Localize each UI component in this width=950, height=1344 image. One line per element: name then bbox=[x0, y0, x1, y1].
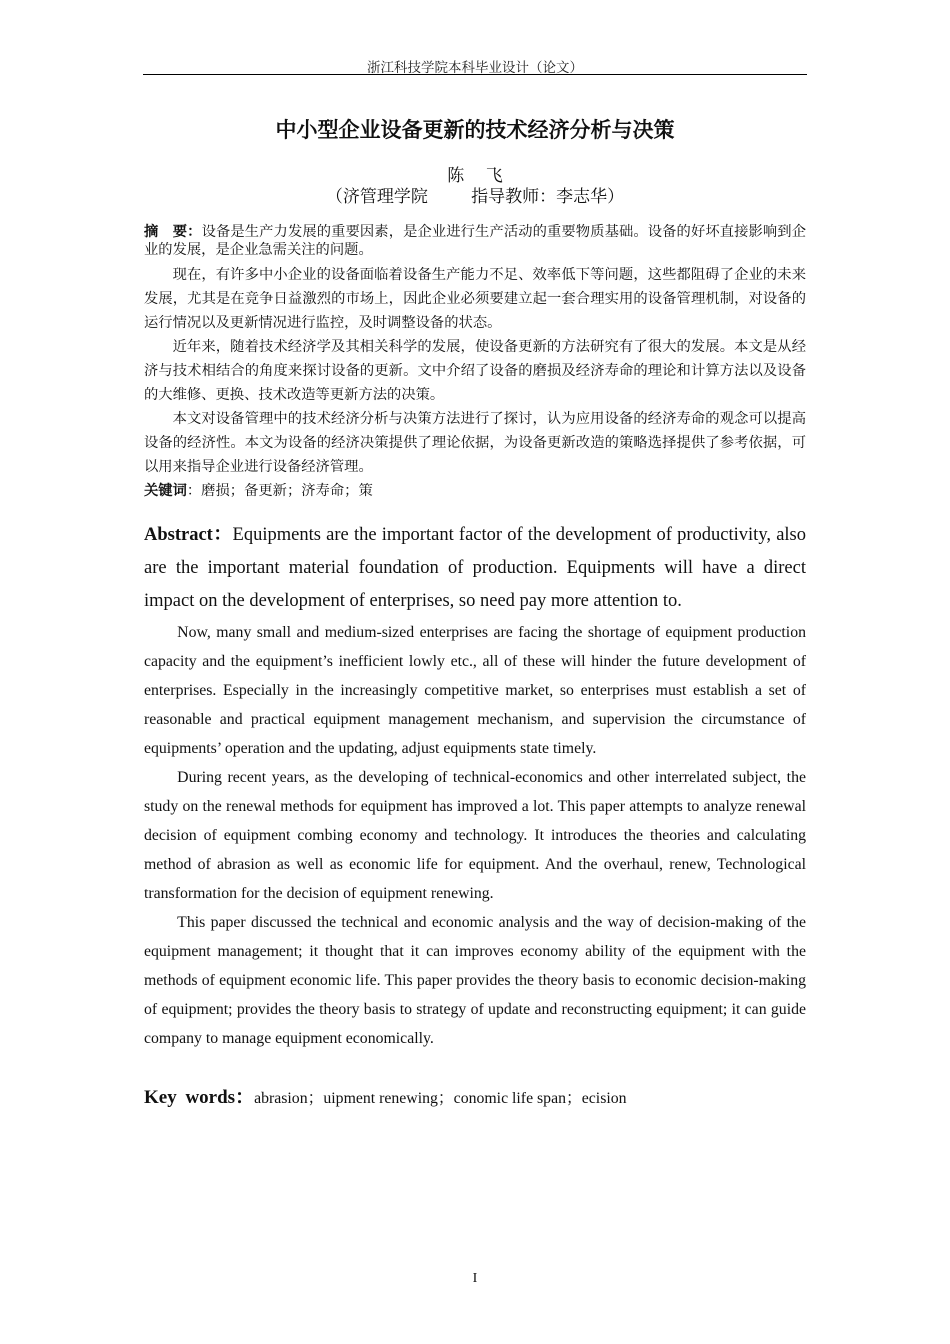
paper-title: 中小型企业设备更新的技术经济分析与决策 bbox=[275, 118, 675, 142]
author-affiliation: （济管理学院 指导教师：李志华） bbox=[325, 187, 625, 207]
header-rule bbox=[143, 74, 807, 75]
english-abstract-body bbox=[144, 618, 806, 1053]
abstract-en-label: Abstract： bbox=[144, 525, 233, 545]
running-header: 浙江科技学院本科毕业设计（论文） bbox=[367, 60, 583, 76]
keywords-cn-text: ：磨损；备更新；济寿命；策 bbox=[186, 483, 373, 499]
page-number: I bbox=[472, 1271, 478, 1286]
author-name: 陈 飞 bbox=[447, 166, 503, 186]
abstract-en-paragraph: This paper discussed the technical and economic analysis and the way of decision-making of the equipment management; it thought that it can improves economy ability of the equipment with the methods of equipment economic life. This paper provides the theory basis to economic decision-making of equipment; provides the theory basis to strategy of update and reconstructing equipment; it can guide company to manage equipment economically. bbox=[144, 914, 806, 1047]
abstract-cn-paragraph bbox=[144, 223, 806, 259]
keywords-cn-label: 关键词 bbox=[144, 483, 187, 499]
abstract-cn-paragraph: 本文对设备管理中的技术经济分析与决策方法进行了探讨，认为应用设备的经济寿命的观念可以提高设备的经济性。本文为设备的经济决策提供了理论依据，为设备更新改造的策略选择提供了参考依据，可以用来指导企业进行设备经济管理。 bbox=[144, 411, 806, 475]
keywords-cn bbox=[144, 479, 806, 503]
keywords-en bbox=[144, 1084, 806, 1113]
abstract-cn-label: 摘 要： bbox=[144, 224, 202, 240]
abstract-cn-paragraph: 近年来，随着技术经济学及其相关科学的发展，使设备更新的方法研究有了很大的发展。本文是从经济与技术相结合的角度来探讨设备的更新。文中介绍了设备的磨损及经济寿命的理论和计算方法以及设备的大维修、更换、技术改造等更新方法的决策。 bbox=[144, 339, 806, 403]
abstract-cn-text: 设备是生产力发展的重要因素，是企业进行生产活动的重要物质基础。设备的好坏直接影响到企业的发展，是企业急需关注的问题。 bbox=[144, 224, 806, 258]
abstract-en-paragraph: During recent years, as the developing of technical-economics and other interrelated subject, the study on the renewal methods for equipment has improved a lot. This paper attempts to analyze renewal decision of equipment combing economy and technology. It introduces the theories and calculating method of abrasion as well as economic life for equipment. And the overhaul, renew, Technological transformation for the decision of equipment renewing. bbox=[144, 769, 806, 902]
keywords-en-text: abrasion；uipment renewing；conomic life span；ecision bbox=[254, 1090, 627, 1107]
keywords-en-label: Key words： bbox=[144, 1087, 255, 1108]
chinese-abstract bbox=[144, 223, 806, 503]
abstract-en-lead-text: Equipments are the important factor of the development of productivity, also are the important material foundation of production. Equipments will have a direct impact on the development of enterprises, so need pay more attention to. bbox=[144, 525, 807, 611]
abstract-cn-paragraph: 现在，有许多中小企业的设备面临着设备生产能力不足、效率低下等问题，这些都阻碍了企业的未来发展，尤其是在竞争日益激烈的市场上，因此企业必须要建立起一套合理实用的设备管理机制，对设备的运行情况以及更新情况进行监控，及时调整设备的状态。 bbox=[144, 267, 806, 331]
abstract-en-lead bbox=[144, 519, 806, 618]
abstract-en-paragraph: Now, many small and medium-sized enterprises are facing the shortage of equipment production capacity and the equipment’s inefficient lowly etc., all of these will hinder the future development of enterprises. Especially in the increasingly competitive market, so enterprises must establish a set of reasonable and practical equipment management mechanism, and supervision the circumstance of equipments’ operation and the updating, adjust equipments state timely. bbox=[144, 624, 806, 757]
